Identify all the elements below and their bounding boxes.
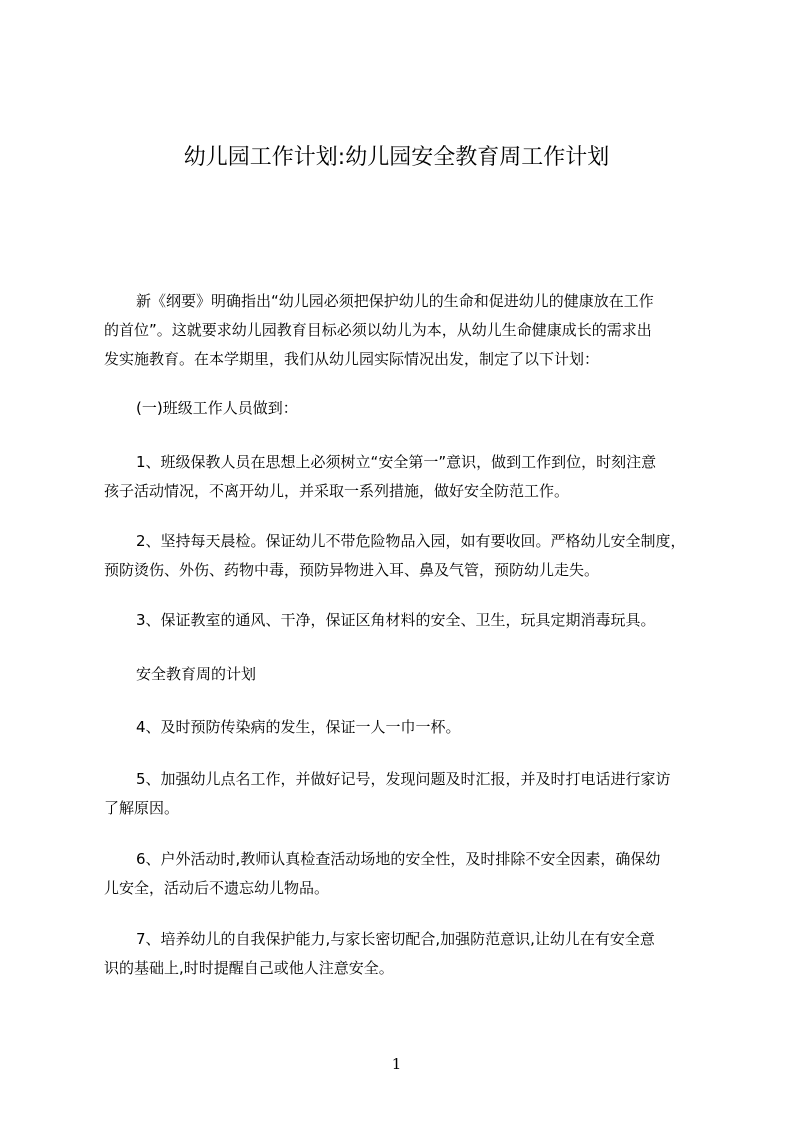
paragraph-item-3: 3、保证教室的通风、干净，保证区角材料的安全、卫生，玩具定期消毒玩具。: [136, 611, 656, 629]
paragraph-section-heading: (一)班级工作人员做到：: [136, 399, 298, 417]
paragraph-item-7: 7、培养幼儿的自我保护能力,与家长密切配合,加强防范意识,让幼儿在有安全意 识的基础上,时时提醒自己或他人注意安全。: [104, 930, 655, 977]
paragraph-intro: 新《纲要》明确指出“幼儿园必须把保护幼儿的生命和促进幼儿的健康放在工作 的首位”。这就要求幼儿园教育目标必须以幼儿为本，从幼儿生命健康成长的需求出 发实施教育。在本学期里，我们从幼儿园实际情况出发，制定了以下计划：: [104, 292, 654, 368]
page-number: 1: [391, 1055, 402, 1073]
paragraph-item-2: 2、坚持每天晨检。保证幼儿不带危险物品入园，如有要收回。严格幼儿安全制度， 预防烫伤、外伤、药物中毒，预防异物进入耳、鼻及气管，预防幼儿走失。: [104, 532, 686, 579]
paragraph-item-6: 6、户外活动时,教师认真检查活动场地的安全性，及时排除不安全因素，确保幼 儿安全，活动后不遗忘幼儿物品。: [104, 850, 661, 897]
paragraph-subheading: 安全教育周的计划: [136, 665, 257, 683]
paragraph-item-4: 4、及时预防传染病的发生，保证一人一巾一杯。: [136, 718, 461, 736]
paragraph-item-5: 5、加强幼儿点名工作，并做好记号，发现问题及时汇报，并及时打电话进行家访 了解原因。: [104, 770, 671, 817]
paragraph-item-1: 1、班级保教人员在思想上必须树立“安全第一”意识，做到工作到位，时刻注意 孩子活动情况，不离开幼儿，并采取一系列措施，做好安全防范工作。: [104, 453, 657, 500]
document-title: 幼儿园工作计划:幼儿园安全教育周工作计划: [183, 145, 610, 170]
